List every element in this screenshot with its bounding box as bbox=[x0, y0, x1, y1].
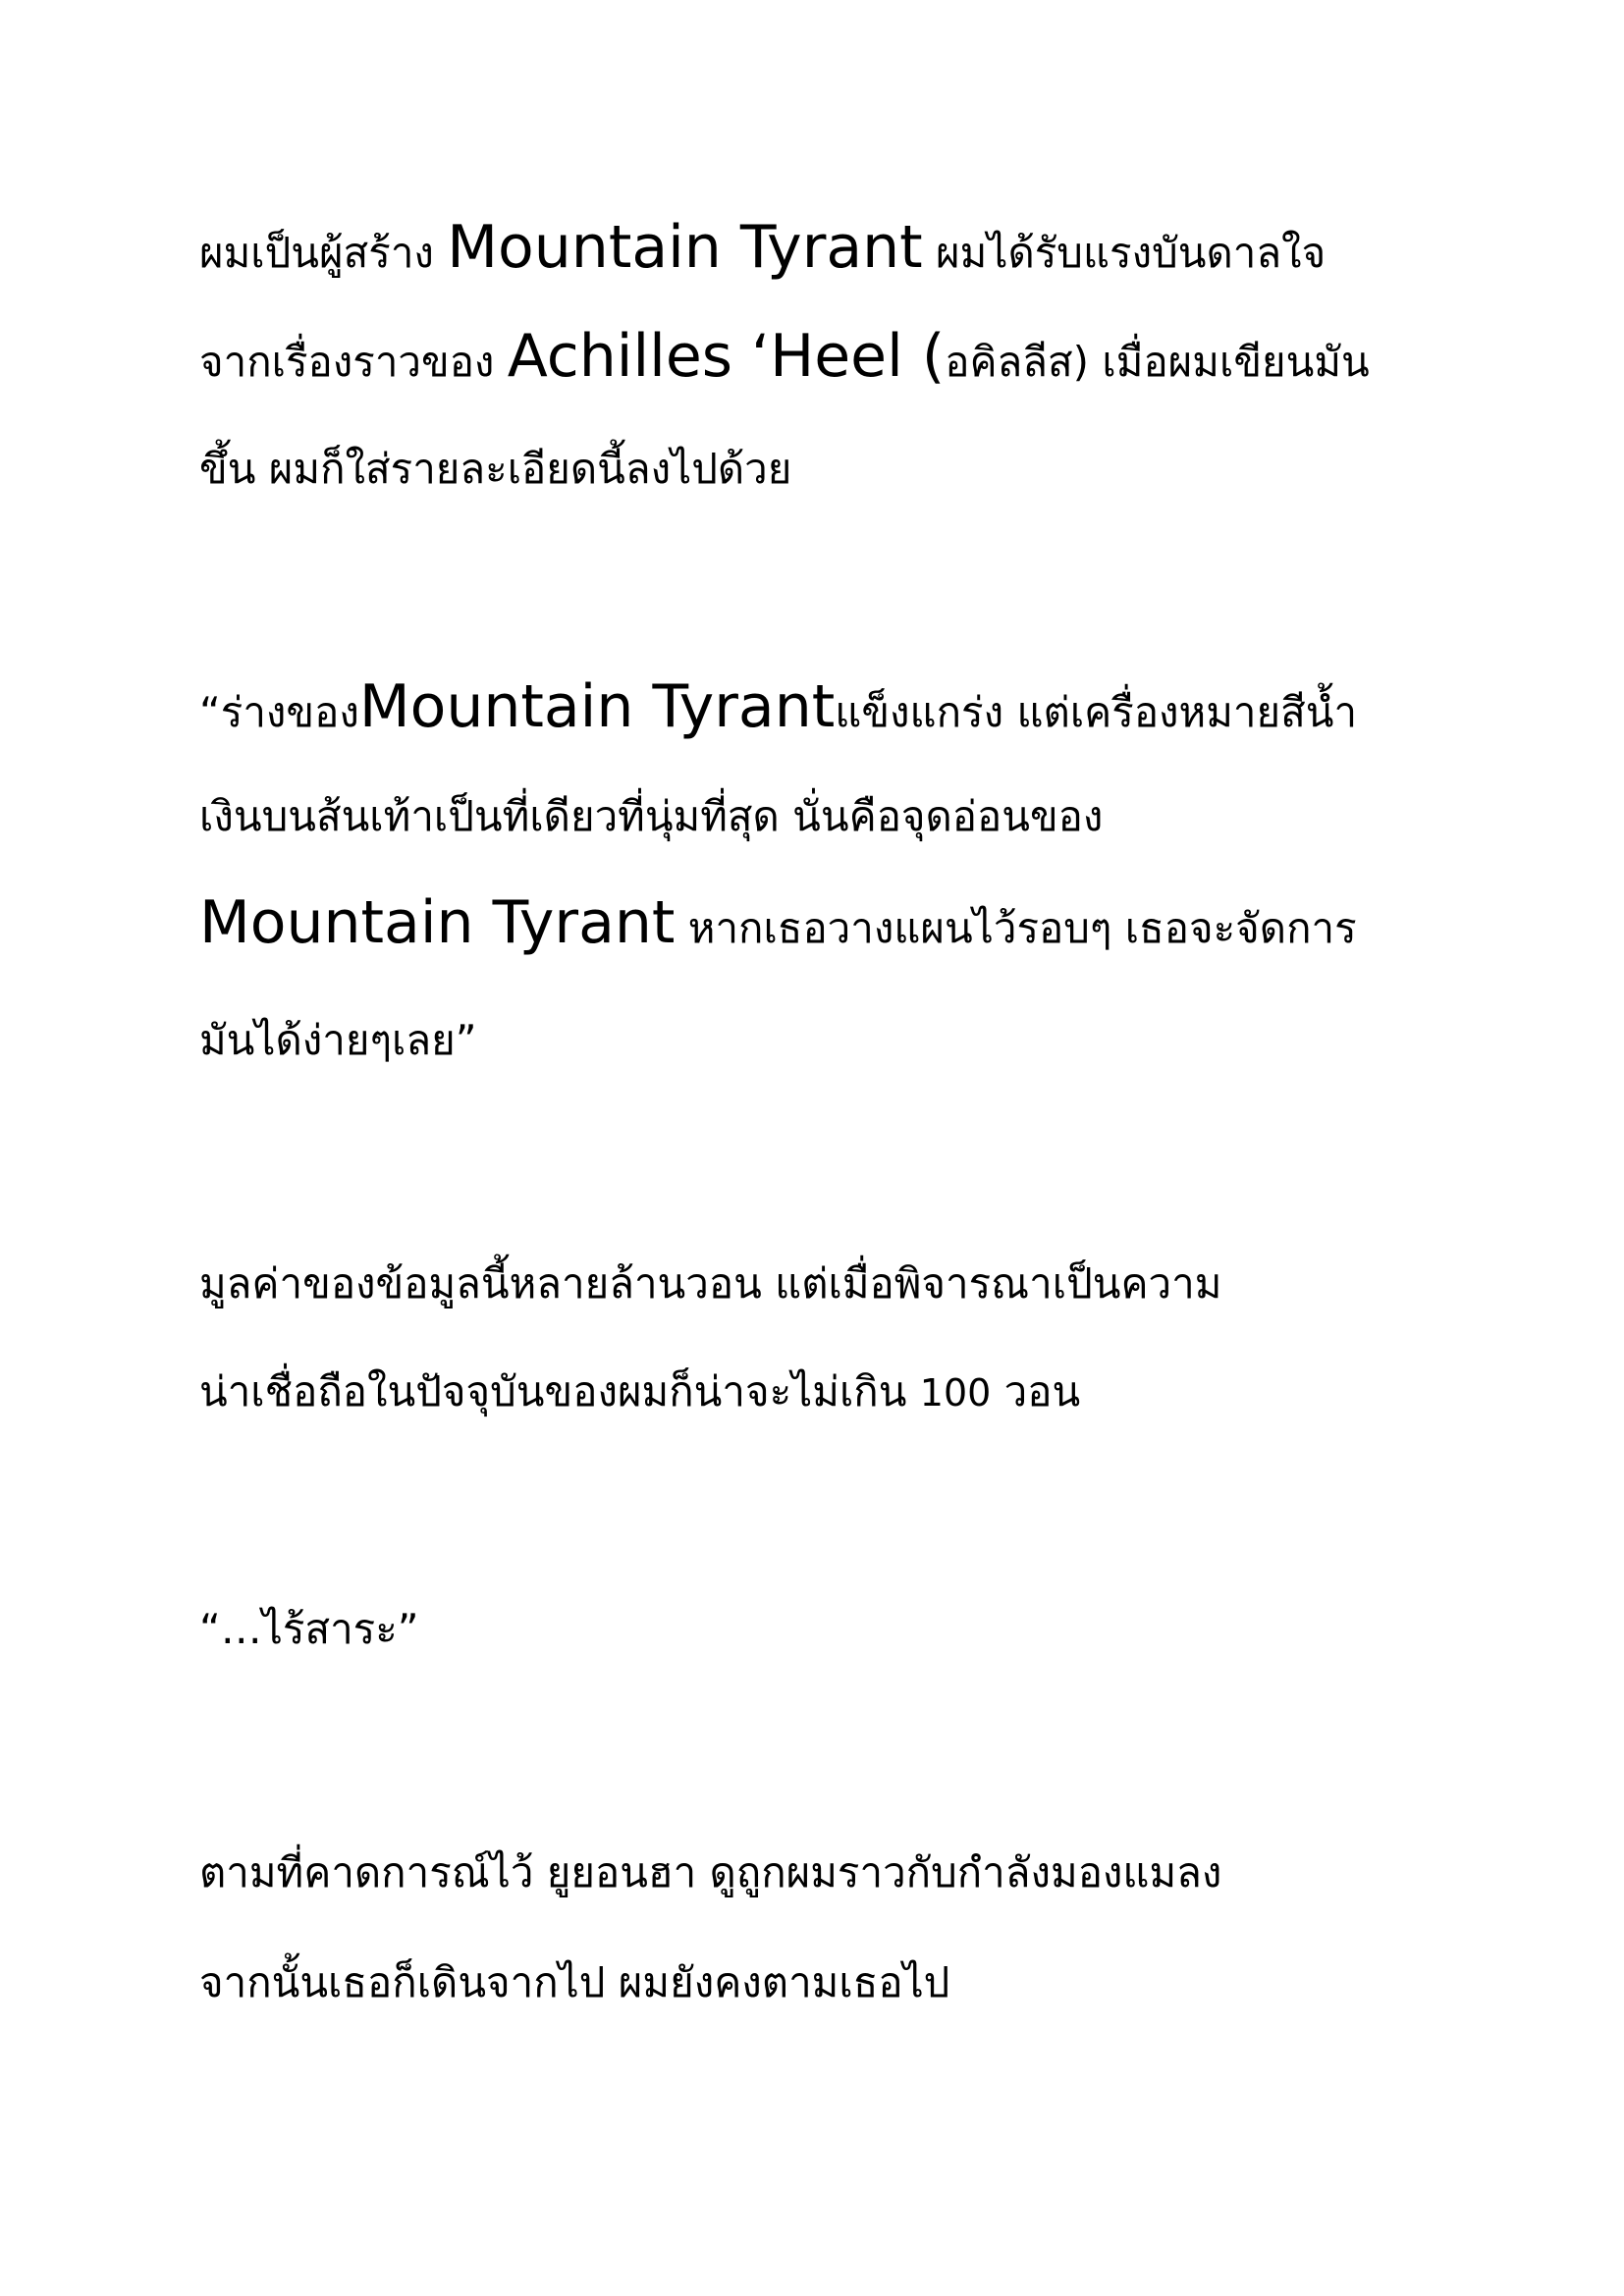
paragraph-1-line-2 bbox=[199, 322, 1370, 392]
paragraph-1-line-1 bbox=[199, 213, 1326, 283]
paragraph-5-line-1 bbox=[199, 1843, 1221, 1902]
paragraph-2-line-3 bbox=[199, 888, 1357, 958]
text-segment: มันได้ง่ายๆเลย” bbox=[199, 1016, 477, 1064]
text-segment: อคิลลีส) เมื่อผมเขียนมัน bbox=[945, 338, 1370, 386]
text-segment: แข็งแกร่ง แต่เครื่องหมายสีน้ำ bbox=[835, 688, 1358, 736]
paragraph-2-line-1 bbox=[199, 672, 1358, 742]
text-segment: ตามที่คาดการณ์ไว้ ยูยอนฮา ดูถูกผมราวกับกำลังมองแมลง bbox=[199, 1848, 1222, 1896]
text-segment: เงินบนส้นเท้าเป็นที่เดียวที่นุ่มที่สุด นั่นคือจุดอ่อนของ bbox=[199, 792, 1104, 840]
paragraph-1-line-3 bbox=[199, 440, 791, 499]
paragraph-2-line-2 bbox=[199, 787, 1103, 846]
text-segment: วอน bbox=[991, 1367, 1081, 1415]
text-segment: “…ไร้สาระ” bbox=[199, 1605, 419, 1653]
text-segment: ขึ้น ผมก็ใส่รายละเอียดนี้ลงไปด้วย bbox=[199, 445, 792, 493]
text-segment: น่าเชื่อถือในปัจจุบันของผมก็น่าจะไม่เกิน bbox=[199, 1367, 920, 1415]
latin-term: Mountain Tyrant bbox=[199, 888, 676, 957]
latin-term: Mountain Tyrant bbox=[447, 213, 923, 282]
paragraph-3-line-2 bbox=[199, 1362, 1080, 1422]
text-segment: ผมเป็นผู้สร้าง bbox=[199, 229, 448, 277]
text-segment: จากนั้นเธอก็เดินจากไป ผมยังคงตามเธอไป bbox=[199, 1958, 950, 2006]
paragraph-4-line-1 bbox=[199, 1600, 419, 1659]
latin-term: Mountain Tyrant bbox=[358, 672, 836, 741]
text-segment: จากเรื่องราวของ bbox=[199, 338, 508, 386]
paragraph-5-line-2 bbox=[199, 1953, 949, 2012]
latin-term: Achilles ‘Heel ( bbox=[507, 322, 946, 391]
text-segment: ผมได้รับแรงบันดาลใจ bbox=[922, 229, 1326, 277]
text-segment: หากเธอวางแผนไว้รอบๆ เธอจะจัดการ bbox=[675, 904, 1357, 952]
text-segment: มูลค่าของข้อมูลนี้หลายล้านวอน แต่เมื่อพิจารณาเป็นความ bbox=[199, 1259, 1222, 1308]
number: 100 bbox=[919, 1371, 992, 1415]
text-segment: “ร่างของ bbox=[199, 688, 359, 736]
paragraph-3-line-1 bbox=[199, 1255, 1221, 1313]
paragraph-2-line-4 bbox=[199, 1011, 477, 1070]
